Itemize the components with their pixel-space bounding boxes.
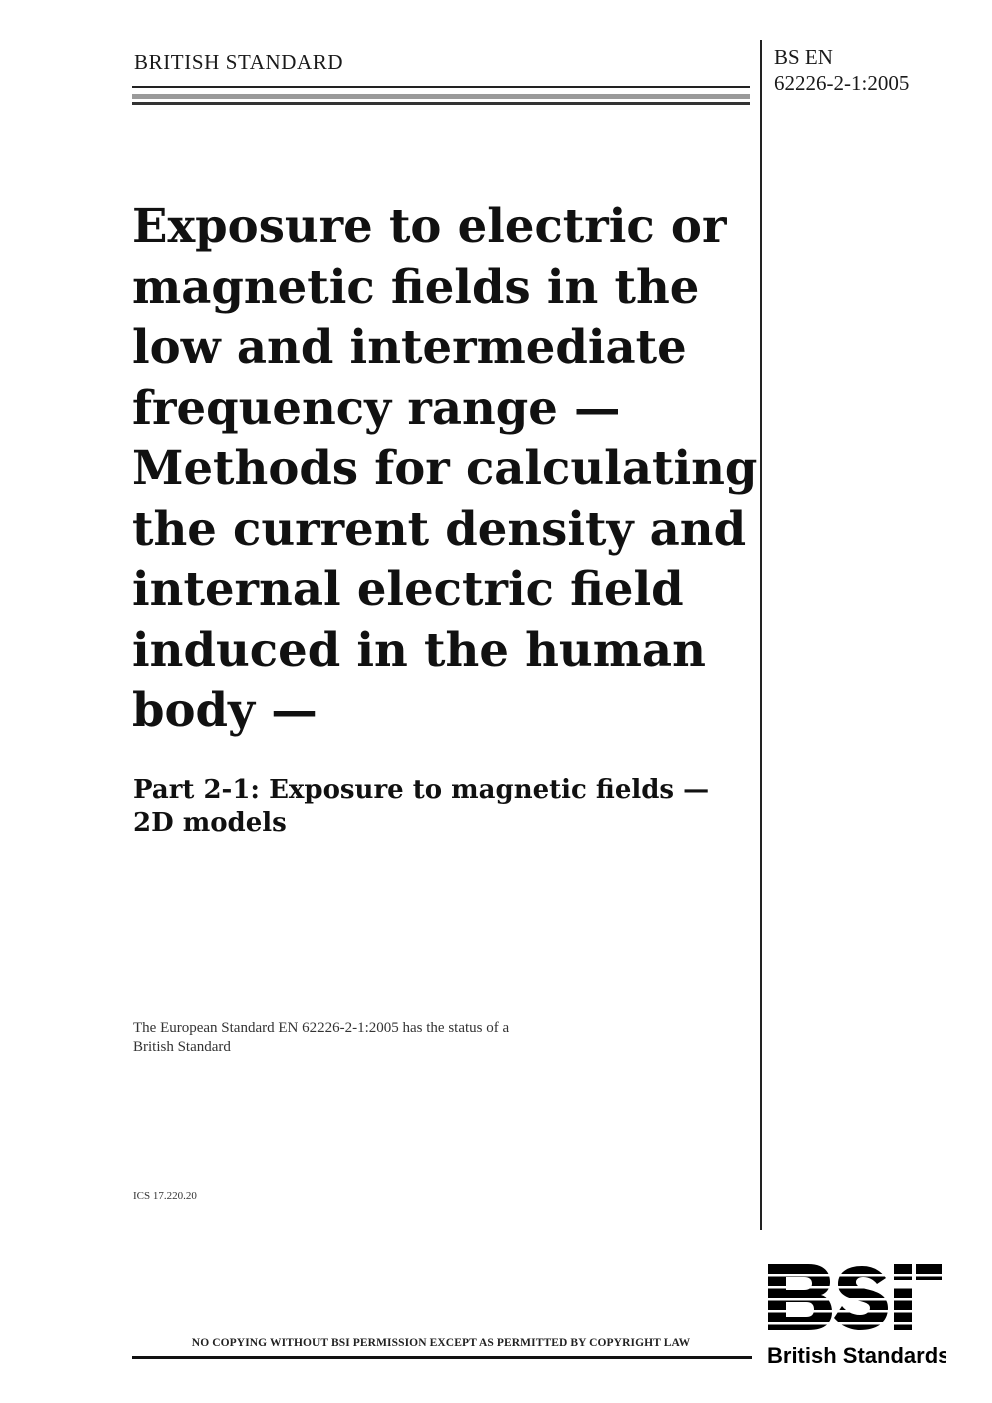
- standard-number: [774, 44, 909, 96]
- footer-rule: [132, 1356, 752, 1359]
- main-title: [132, 196, 758, 741]
- header-rule-grey: [132, 94, 750, 99]
- standard-number-line: 62226-2-1:2005: [774, 71, 910, 95]
- header-label: BRITISH STANDARD: [134, 50, 344, 74]
- title-line: magnetic fields in the: [132, 258, 700, 314]
- title-line: body —: [132, 682, 318, 737]
- status-note: [133, 1019, 693, 1057]
- part-title: [133, 774, 753, 840]
- title-line: Methods for calculating: [132, 440, 758, 495]
- bsi-logo-icon: [766, 1260, 946, 1372]
- title-line: Exposure to electric or: [132, 198, 727, 253]
- title-line: frequency range —: [132, 379, 621, 435]
- bsi-logo-tagline: British Standards: [767, 1343, 946, 1368]
- bsi-logo: [766, 1260, 946, 1372]
- vertical-divider: [760, 40, 762, 1230]
- copyright-notice: NO COPYING WITHOUT BSI PERMISSION EXCEPT AS PERMITTED BY COPYRIGHT LAW: [191, 1337, 691, 1349]
- status-note-line: British Standard: [133, 1039, 231, 1055]
- title-line: induced in the human: [132, 621, 706, 677]
- title-line: internal electric field: [132, 561, 684, 616]
- ics-code: ICS 17.220.20: [133, 1190, 197, 1202]
- part-title-line: Part 2-1: Exposure to magnetic fields —: [133, 775, 710, 805]
- part-title-line: 2D models: [133, 808, 287, 838]
- header-rule-thin: [132, 86, 750, 88]
- title-line: the current density and: [132, 500, 747, 556]
- title-line: low and intermediate: [132, 319, 687, 374]
- status-note-line: The European Standard EN 62226-2-1:2005 has the status of a: [133, 1020, 510, 1036]
- standard-number-line: BS EN: [774, 45, 833, 69]
- header-rule-dark: [132, 102, 750, 105]
